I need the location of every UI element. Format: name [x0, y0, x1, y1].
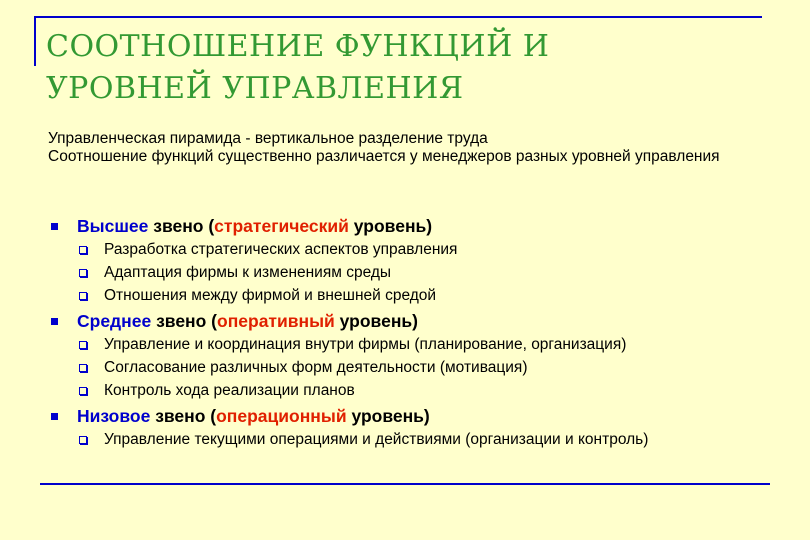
level-middle	[50, 309, 790, 402]
list-item	[77, 379, 790, 402]
list-item	[77, 284, 790, 307]
level-suffix: уровень)	[339, 311, 418, 331]
level-suffix: уровень)	[353, 216, 433, 236]
level-link: звено (	[155, 406, 217, 426]
square-bullet-icon	[51, 318, 58, 325]
task-text: Отношения между фирмой и внешней средой	[104, 287, 437, 304]
level-lower	[50, 404, 790, 451]
level-heading	[77, 309, 790, 333]
level-top	[50, 214, 790, 307]
slide-title-line-1: СООТНОШЕНИЕ ФУНКЦИЙ И	[46, 29, 550, 64]
list-item	[77, 356, 790, 379]
checkbox-bullet-icon	[79, 364, 87, 372]
level-type: операционный	[216, 406, 347, 426]
slide-title	[46, 26, 549, 110]
square-bullet-icon	[51, 413, 58, 420]
management-levels-list	[50, 214, 790, 453]
level-name: Низовое	[77, 406, 151, 426]
level-name: Среднее	[77, 311, 152, 331]
task-text: Согласование различных форм деятельности (мотивация)	[104, 359, 528, 376]
level-heading	[77, 214, 790, 238]
level-link: звено (	[153, 216, 215, 236]
level-task-list	[77, 428, 790, 451]
checkbox-bullet-icon	[79, 292, 87, 300]
square-bullet-icon	[51, 223, 58, 230]
bottom-border-line	[40, 483, 770, 485]
left-border-line	[34, 16, 36, 66]
level-heading	[77, 404, 790, 428]
checkbox-bullet-icon	[79, 246, 87, 254]
intro-line-1: Управленческая пирамида - вертикальное разделение труда	[48, 130, 488, 147]
intro-text	[48, 130, 788, 166]
checkbox-bullet-icon	[79, 269, 87, 277]
checkbox-bullet-icon	[79, 436, 87, 444]
list-item	[77, 428, 790, 451]
list-item	[77, 238, 790, 261]
task-text: Адаптация фирмы к изменениям среды	[104, 264, 392, 281]
intro-line-2: Соотношение функций существенно различается у менеджеров разных уровней управления	[48, 148, 720, 165]
level-type: оперативный	[217, 311, 335, 331]
level-link: звено (	[156, 311, 218, 331]
level-task-list	[77, 333, 790, 402]
level-suffix: уровень)	[351, 406, 430, 426]
level-type: стратегический	[214, 216, 349, 236]
list-item	[77, 333, 790, 356]
task-text: Разработка стратегических аспектов управления	[104, 241, 458, 258]
task-text: Контроль хода реализации планов	[104, 382, 355, 399]
task-text: Управление и координация внутри фирмы (планирование, организация)	[104, 336, 627, 353]
level-name: Высшее	[77, 216, 149, 236]
checkbox-bullet-icon	[79, 341, 87, 349]
slide-title-line-2: УРОВНЕЙ УПРАВЛЕНИЯ	[46, 71, 464, 106]
task-text: Управление текущими операциями и действиями (организации и контроль)	[104, 431, 649, 448]
top-border-line	[34, 16, 762, 18]
checkbox-bullet-icon	[79, 387, 87, 395]
list-item	[77, 261, 790, 284]
level-task-list	[77, 238, 790, 307]
